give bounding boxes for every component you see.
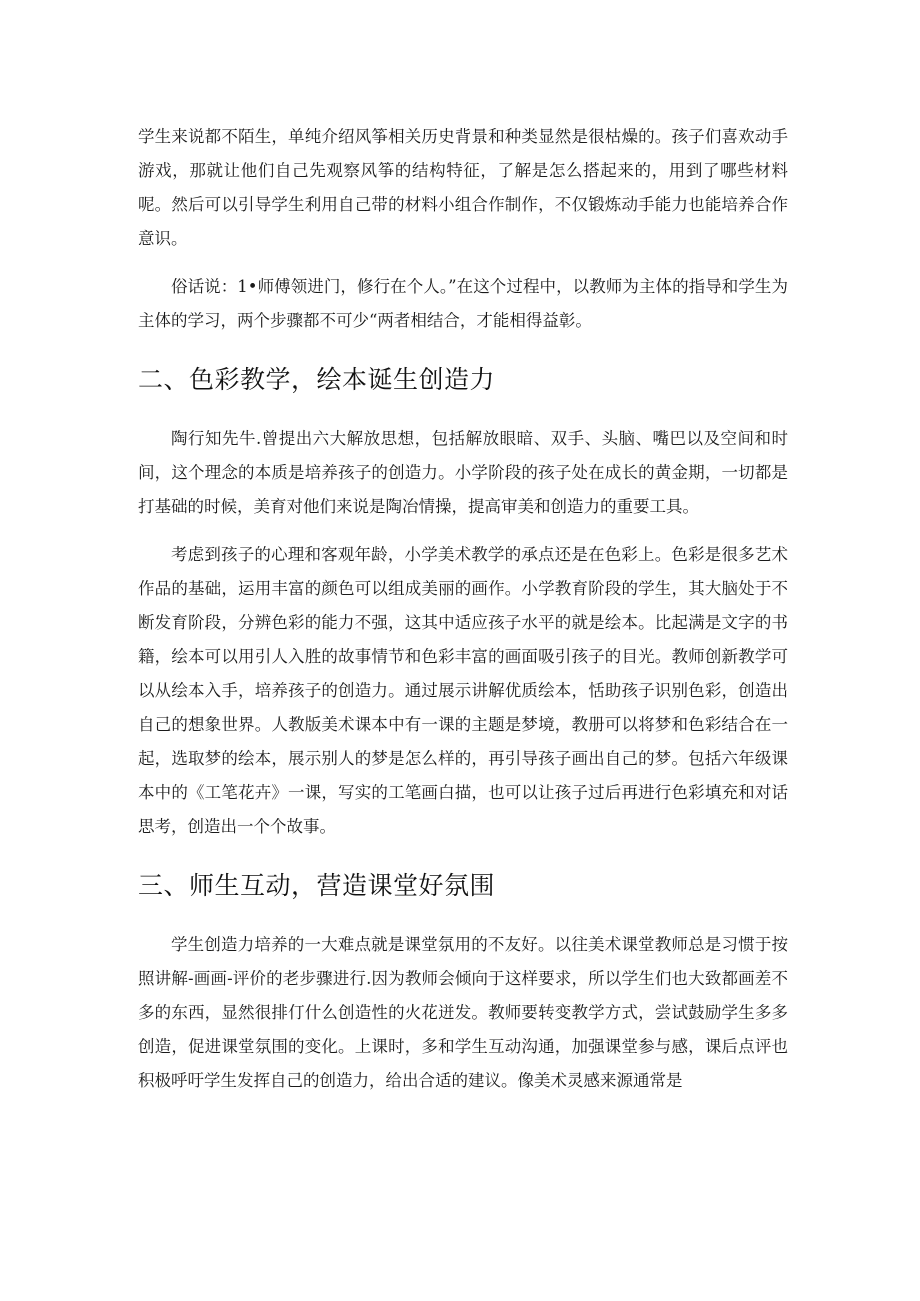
- paragraph-kite-activity: 学生来说都不陌生，单纯介绍风筝相关历史背景和种类显然是很枯燥的。孩子们喜欢动手游戏，那就让他们自己先观察风筝的结构特征，了解是怎么搭起来的，用到了哪些材料呢。然后可以引导学生利用自己带的材料小组合作制作，不仅锻炼动手能力也能培养合作意识。: [138, 127, 788, 248]
- paragraph-tao-xingzhi: 陶行知先牛.曾提出六大解放思想，包括解放眼暗、双手、头脑、嘴巴以及空间和时间，这个理念的本质是培养孩子的创造力。小学阶段的孩子处在成长的黄金期，一切都是打基础的时候，美育对他们来说是陶冶情操，提高审美和创造力的重要工具。: [138, 429, 788, 516]
- heading-spacer: [138, 400, 788, 422]
- heading-spacer: [138, 338, 788, 360]
- section-heading-color-teaching: 二、色彩教学，绘本诞生创造力: [138, 365, 496, 394]
- paragraph-proverb: 俗话说：1•师傅领进门，修行在个人。”在这个过程中，以教师为主体的指导和学生为主体的学习，两个步骤都不可少“两者相结合，才能相得益彰。: [138, 277, 788, 330]
- paragraph-spacer: [138, 524, 788, 538]
- heading-spacer: [138, 844, 788, 866]
- document-page: [138, 120, 788, 1098]
- paragraph-spacer: [138, 256, 788, 270]
- paragraph-picture-books: 考虑到孩子的心理和客观年龄，小学美术教学的承点还是在色彩上。色彩是很多艺术作品的基础，运用丰富的颜色可以组成美丽的画作。小学教育阶段的学生，其大脑处于不断发育阶段，分辨色彩的能力不强，这其中适应孩子水平的就是绘本。比起满是文字的书籍，绘本可以用引人入胜的故事情节和色彩丰富的画面吸引孩子的目光。教师创新教学可以从绘本入手，培养孩子的创造力。通过展示讲解优质绘本，恬助孩子识别色彩，创造出自己的想象世界。人教版美术课本中有一课的主题是梦境，教册可以将梦和色彩结合在一起，选取梦的绘本，展示别人的梦是怎么样的，再引导孩子画出自己的梦。包括六年级课本中的《工笔花卉》一课，写实的工笔画白描，也可以让孩子过后再进行色彩填充和对话思考，创造出一个个故事。: [138, 545, 788, 836]
- heading-spacer: [138, 906, 788, 928]
- paragraph-classroom-atmosphere: 学生创造力培养的一大难点就是课堂氛用的不友好。以往美术课堂教师总是习惯于按照讲解-画画-评价的老步骤进行.因为教师会倾向于这样要求，所以学生们也大致都画差不多的东西，显然很排仃什么创造性的火花迸发。教师要转变教学方式，尝试鼓励学生多多创造，促进课堂氛围的变化。上课时，多和学生互动沟通，加强课堂参与感，课后点评也积极呼吁学生发挥自己的创造力，给出合适的建议。像美术灵感来源通常是: [138, 935, 788, 1090]
- section-heading-teacher-student-interaction: 三、师生互动，营造课堂好氛围: [138, 871, 496, 900]
